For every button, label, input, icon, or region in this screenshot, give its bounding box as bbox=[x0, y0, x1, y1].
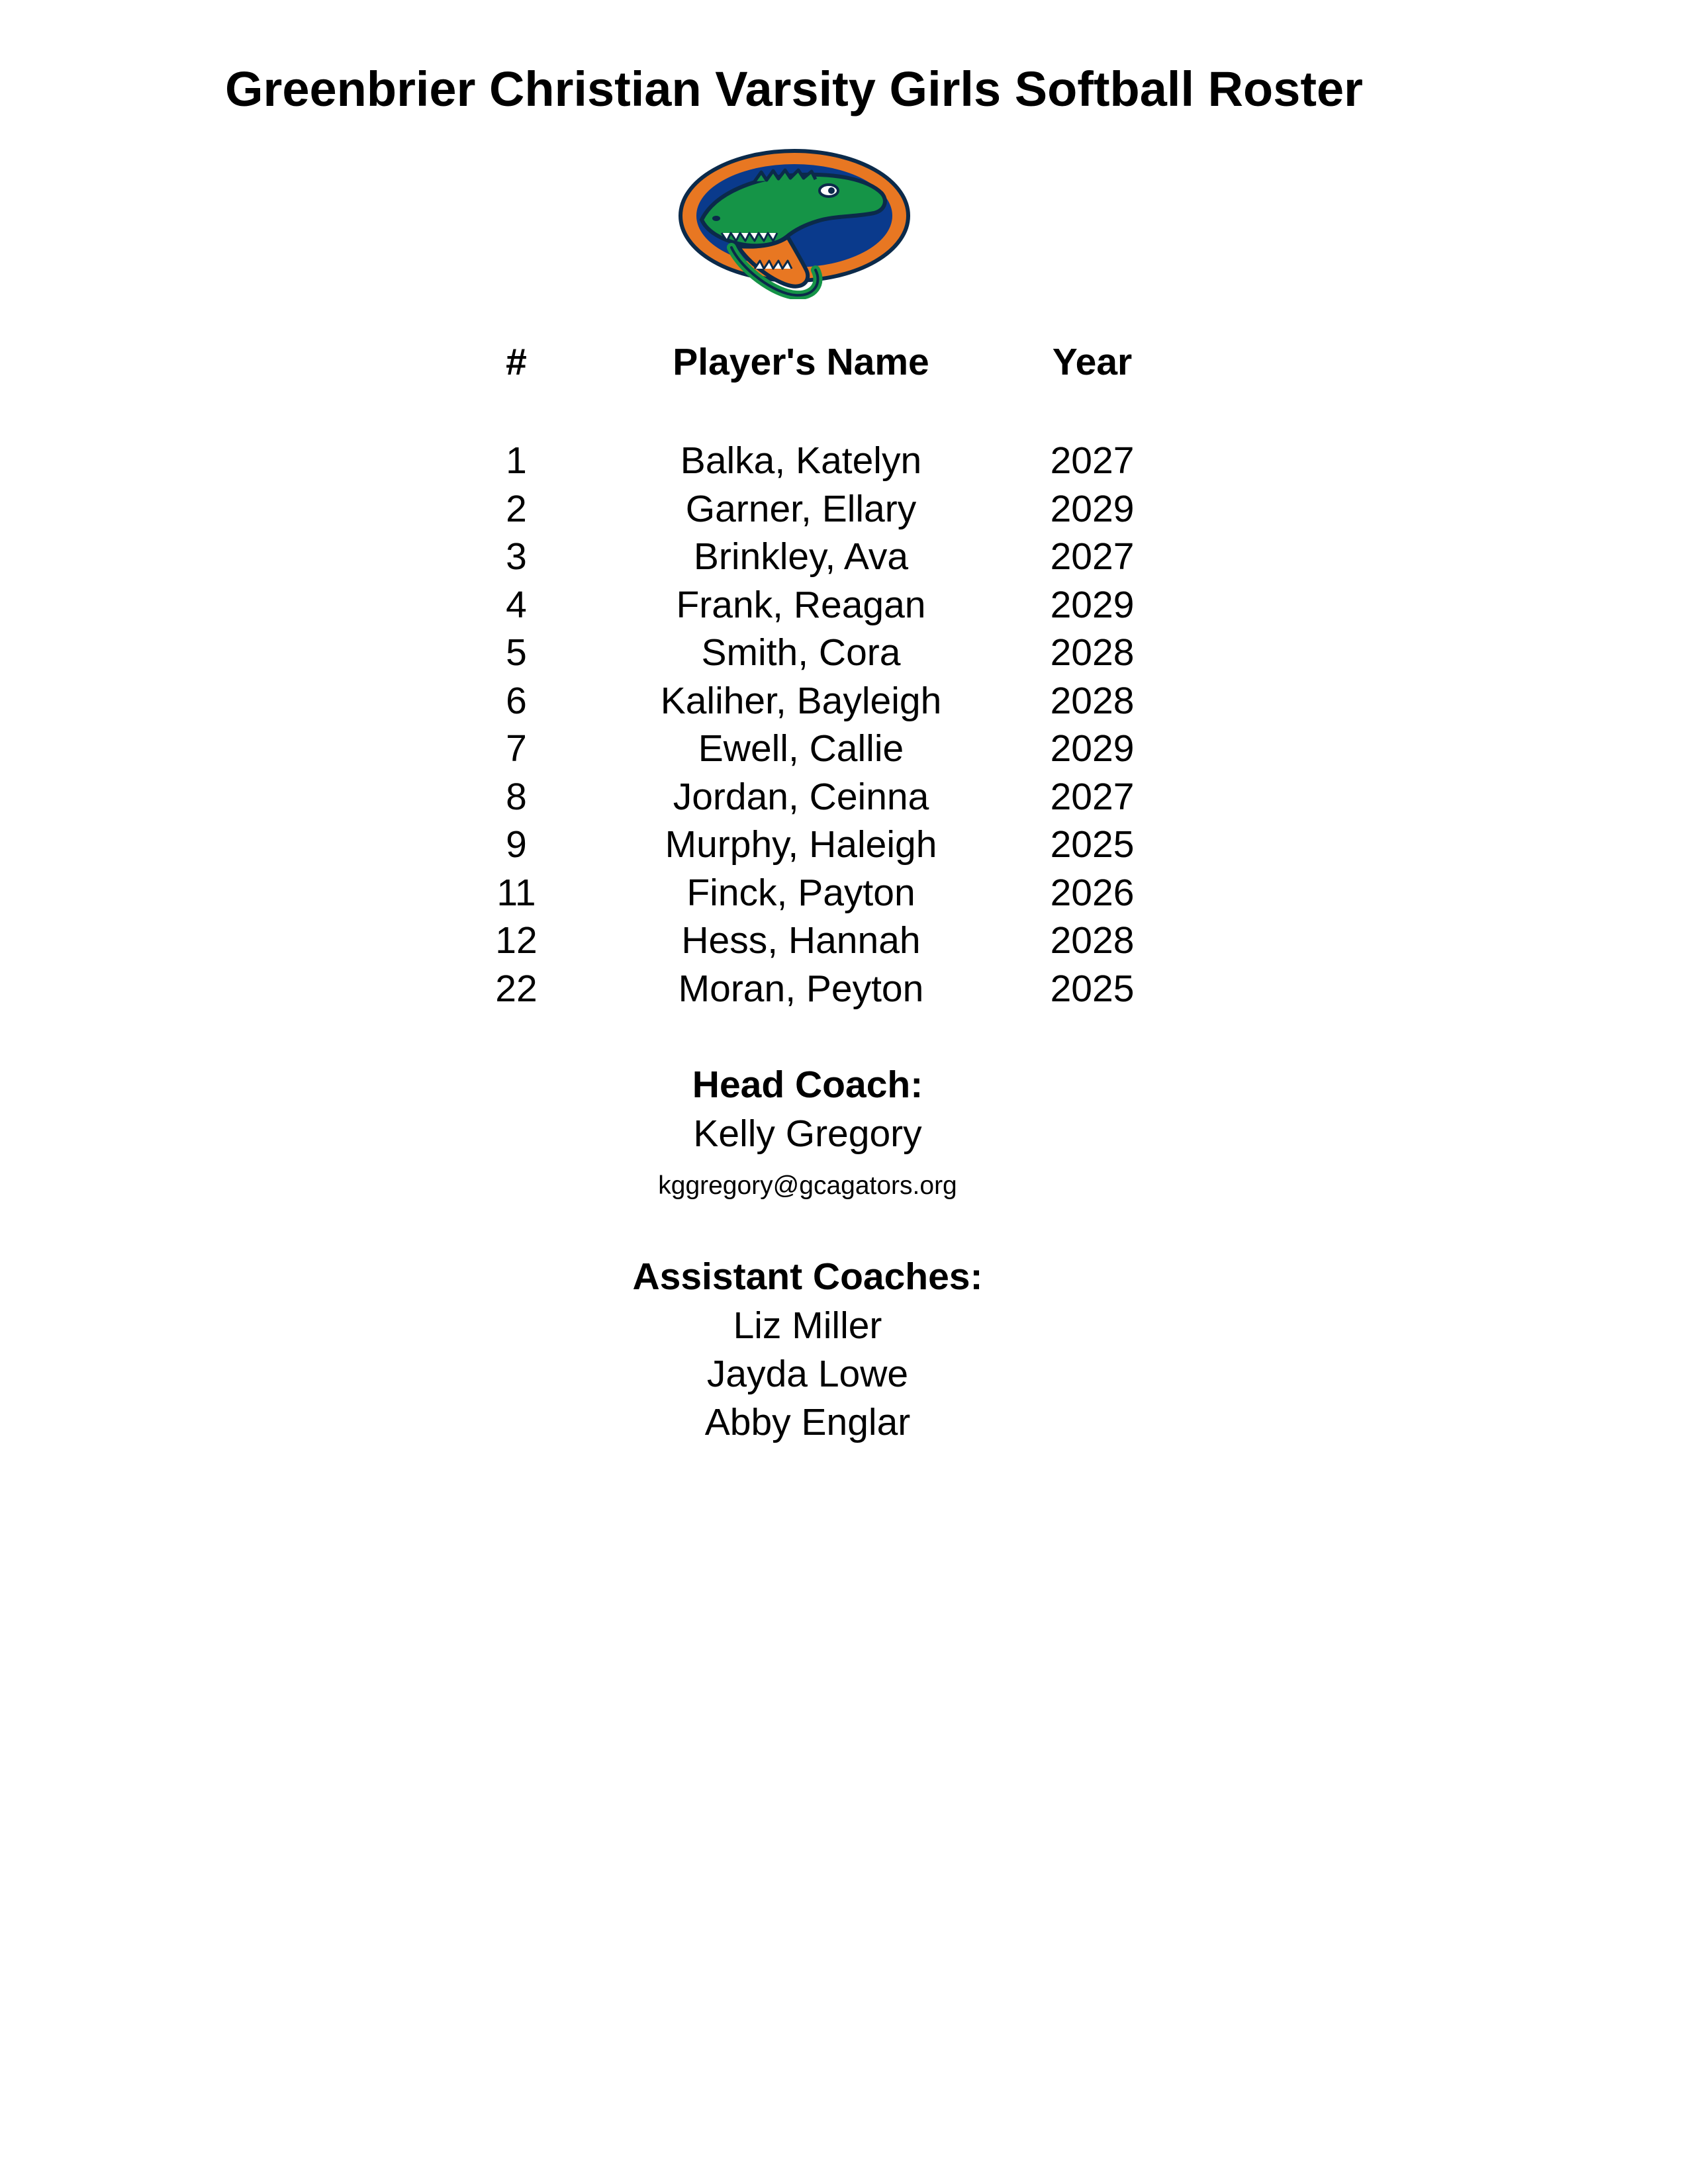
assistant-coaches-heading: Assistant Coaches: bbox=[632, 1255, 983, 1298]
player-name: Murphy, Haleigh bbox=[665, 823, 937, 866]
player-name: Finck, Payton bbox=[686, 871, 915, 914]
roster-list bbox=[0, 437, 1688, 1013]
player-name: Kaliher, Bayleigh bbox=[660, 679, 942, 722]
player-year: 2028 bbox=[1050, 919, 1135, 962]
column-header-name: Player's Name bbox=[673, 341, 929, 383]
player-name: Frank, Reagan bbox=[676, 583, 926, 626]
roster-header bbox=[0, 340, 1688, 393]
player-number: 6 bbox=[506, 679, 527, 722]
player-name: Hess, Hannah bbox=[681, 919, 921, 962]
player-year: 2028 bbox=[1050, 631, 1135, 674]
player-year: 2029 bbox=[1050, 727, 1135, 770]
roster-row bbox=[0, 965, 1688, 1013]
player-name: Brinkley, Ava bbox=[693, 535, 909, 578]
gator-head-logo-icon bbox=[675, 147, 914, 299]
player-number: 9 bbox=[506, 823, 527, 866]
head-coach-heading: Head Coach: bbox=[692, 1064, 923, 1106]
page-title: Greenbrier Christian Varsity Girls Softball Roster bbox=[225, 62, 1363, 116]
player-number: 22 bbox=[495, 967, 538, 1010]
roster-row bbox=[0, 917, 1688, 965]
roster-row bbox=[0, 533, 1688, 581]
player-name: Ewell, Callie bbox=[698, 727, 904, 770]
player-name: Garner, Ellary bbox=[685, 487, 917, 530]
assistant-coach-name: Abby Englar bbox=[704, 1401, 911, 1443]
assistant-coach-name: Jayda Lowe bbox=[706, 1353, 909, 1395]
player-year: 2027 bbox=[1050, 535, 1135, 578]
roster-row bbox=[0, 821, 1688, 869]
player-name: Balka, Katelyn bbox=[680, 439, 922, 482]
column-header-number: # bbox=[506, 341, 527, 383]
player-year: 2027 bbox=[1050, 439, 1135, 482]
player-year: 2029 bbox=[1050, 487, 1135, 530]
player-number: 4 bbox=[506, 583, 527, 626]
player-year: 2026 bbox=[1050, 871, 1135, 914]
head-coach-name: Kelly Gregory bbox=[693, 1113, 922, 1155]
player-number: 8 bbox=[506, 775, 527, 818]
player-number: 2 bbox=[506, 487, 527, 530]
roster-row bbox=[0, 629, 1688, 677]
player-year: 2027 bbox=[1050, 775, 1135, 818]
player-year: 2029 bbox=[1050, 583, 1135, 626]
player-year: 2028 bbox=[1050, 679, 1135, 722]
player-year: 2025 bbox=[1050, 967, 1135, 1010]
column-header-year: Year bbox=[1052, 341, 1133, 383]
player-year: 2025 bbox=[1050, 823, 1135, 866]
roster-row bbox=[0, 725, 1688, 773]
roster-row bbox=[0, 677, 1688, 725]
head-coach-email: kggregory@gcagators.org bbox=[658, 1171, 957, 1200]
roster-row bbox=[0, 485, 1688, 533]
roster-row bbox=[0, 437, 1688, 485]
roster-row bbox=[0, 581, 1688, 629]
player-name: Moran, Peyton bbox=[678, 967, 924, 1010]
player-number: 1 bbox=[506, 439, 527, 482]
player-number: 7 bbox=[506, 727, 527, 770]
assistant-coach-name: Liz Miller bbox=[733, 1304, 882, 1347]
player-number: 12 bbox=[495, 919, 538, 962]
player-name: Jordan, Ceinna bbox=[673, 775, 929, 818]
roster-row bbox=[0, 869, 1688, 917]
player-number: 11 bbox=[496, 871, 536, 914]
player-name: Smith, Cora bbox=[701, 631, 901, 674]
roster-row bbox=[0, 773, 1688, 821]
player-number: 3 bbox=[506, 535, 527, 578]
player-number: 5 bbox=[506, 631, 527, 674]
